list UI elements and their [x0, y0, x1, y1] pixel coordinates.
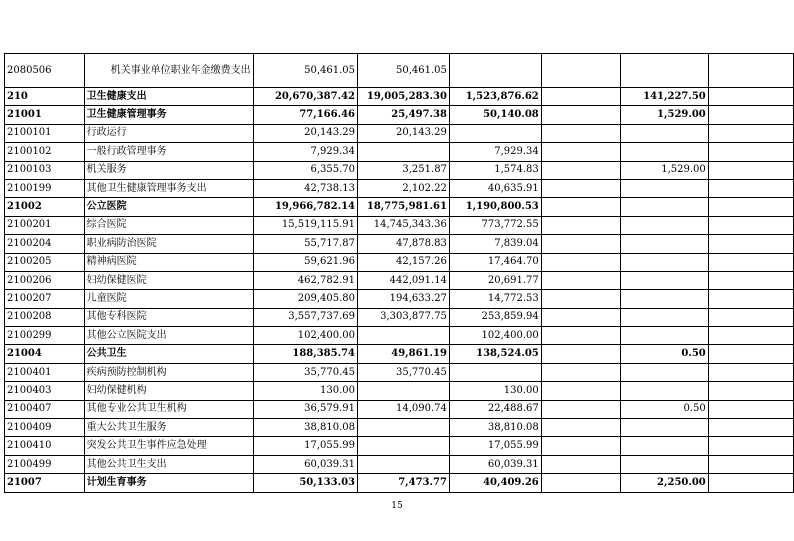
- column-6-cell: [708, 216, 793, 234]
- column-4-cell: [541, 474, 620, 492]
- project-expenditure-cell: 1,523,876.62: [449, 88, 541, 106]
- total-amount-cell: 38,810.08: [254, 419, 358, 437]
- account-name-cell: 儿童医院: [84, 290, 254, 308]
- total-amount-cell: 42,738.13: [254, 179, 358, 197]
- project-expenditure-cell: 17,464.70: [449, 253, 541, 271]
- column-6-cell: [708, 308, 793, 326]
- column-5-cell: [620, 216, 708, 234]
- column-4-cell: [541, 437, 620, 455]
- account-name-cell: 精神病医院: [84, 253, 254, 271]
- basic-expenditure-cell: 14,745,343.36: [358, 216, 450, 234]
- column-5-cell: 0.50: [620, 400, 708, 418]
- basic-expenditure-cell: 18,775,981.61: [358, 198, 450, 216]
- column-4-cell: [541, 179, 620, 197]
- table-row: [5, 308, 794, 326]
- account-name-cell: 公共卫生: [84, 345, 254, 363]
- column-6-cell: [708, 161, 793, 179]
- table-row: [5, 345, 794, 363]
- account-code-cell: 2100409: [5, 419, 85, 437]
- column-5-cell: [620, 455, 708, 473]
- account-code-cell: 2100410: [5, 437, 85, 455]
- basic-expenditure-cell: 2,102.22: [358, 179, 450, 197]
- account-name-cell: 综合医院: [84, 216, 254, 234]
- project-expenditure-cell: 22,488.67: [449, 400, 541, 418]
- table-row: [5, 198, 794, 216]
- table-row: [5, 382, 794, 400]
- column-6-cell: [708, 179, 793, 197]
- table-row: [5, 179, 794, 197]
- total-amount-cell: 36,579.91: [254, 400, 358, 418]
- column-6-cell: [708, 437, 793, 455]
- column-4-cell: [541, 161, 620, 179]
- basic-expenditure-cell: 3,303,877.75: [358, 308, 450, 326]
- total-amount-cell: 209,405.80: [254, 290, 358, 308]
- account-name-cell: 机关事业单位职业年金缴费支出: [84, 54, 254, 88]
- column-6-cell: [708, 253, 793, 271]
- table-row: [5, 143, 794, 161]
- column-4-cell: [541, 216, 620, 234]
- account-name-cell: 其他公立医院支出: [84, 327, 254, 345]
- column-6-cell: [708, 455, 793, 473]
- table-row: [5, 474, 794, 492]
- column-5-cell: 0.50: [620, 345, 708, 363]
- account-code-cell: 21001: [5, 106, 85, 124]
- table-row: [5, 216, 794, 234]
- account-code-cell: 2100206: [5, 271, 85, 289]
- column-5-cell: [620, 179, 708, 197]
- table-row: [5, 290, 794, 308]
- column-6-cell: [708, 235, 793, 253]
- column-4-cell: [541, 419, 620, 437]
- total-amount-cell: 3,557,737.69: [254, 308, 358, 326]
- table-row: [5, 54, 794, 88]
- column-5-cell: [620, 419, 708, 437]
- column-4-cell: [541, 54, 620, 88]
- column-4-cell: [541, 363, 620, 381]
- table-row: [5, 455, 794, 473]
- account-name-cell: 卫生健康管理事务: [84, 106, 254, 124]
- account-code-cell: 2100101: [5, 124, 85, 142]
- basic-expenditure-cell: 25,497.38: [358, 106, 450, 124]
- column-5-cell: [620, 382, 708, 400]
- total-amount-cell: 130.00: [254, 382, 358, 400]
- project-expenditure-cell: 130.00: [449, 382, 541, 400]
- table-row: [5, 88, 794, 106]
- basic-expenditure-cell: 442,091.14: [358, 271, 450, 289]
- account-name-cell: 疾病预防控制机构: [84, 363, 254, 381]
- account-name-cell: 其他专科医院: [84, 308, 254, 326]
- total-amount-cell: 55,717.87: [254, 235, 358, 253]
- project-expenditure-cell: 20,691.77: [449, 271, 541, 289]
- account-code-cell: 2100403: [5, 382, 85, 400]
- account-name-cell: 妇幼保健医院: [84, 271, 254, 289]
- table-row: [5, 271, 794, 289]
- account-name-cell: 行政运行: [84, 124, 254, 142]
- column-6-cell: [708, 474, 793, 492]
- column-4-cell: [541, 290, 620, 308]
- column-4-cell: [541, 271, 620, 289]
- total-amount-cell: 188,385.74: [254, 345, 358, 363]
- project-expenditure-cell: [449, 363, 541, 381]
- column-6-cell: [708, 327, 793, 345]
- column-4-cell: [541, 308, 620, 326]
- account-name-cell: 公立医院: [84, 198, 254, 216]
- account-code-cell: 21004: [5, 345, 85, 363]
- basic-expenditure-cell: [358, 419, 450, 437]
- table-row: [5, 161, 794, 179]
- account-name-cell: 卫生健康支出: [84, 88, 254, 106]
- account-code-cell: 210: [5, 88, 85, 106]
- column-5-cell: [620, 143, 708, 161]
- basic-expenditure-cell: 194,633.27: [358, 290, 450, 308]
- project-expenditure-cell: [449, 54, 541, 88]
- column-4-cell: [541, 124, 620, 142]
- account-code-cell: 2100499: [5, 455, 85, 473]
- column-6-cell: [708, 106, 793, 124]
- column-4-cell: [541, 382, 620, 400]
- column-5-cell: [620, 198, 708, 216]
- account-name-cell: 突发公共卫生事件应急处理: [84, 437, 254, 455]
- column-5-cell: 2,250.00: [620, 474, 708, 492]
- total-amount-cell: 59,621.96: [254, 253, 358, 271]
- table-row: [5, 400, 794, 418]
- account-name-cell: 其他专业公共卫生机构: [84, 400, 254, 418]
- total-amount-cell: 19,966,782.14: [254, 198, 358, 216]
- table-row: [5, 419, 794, 437]
- column-4-cell: [541, 143, 620, 161]
- total-amount-cell: 77,166.46: [254, 106, 358, 124]
- account-code-cell: 2100407: [5, 400, 85, 418]
- project-expenditure-cell: 38,810.08: [449, 419, 541, 437]
- project-expenditure-cell: 60,039.31: [449, 455, 541, 473]
- basic-expenditure-cell: [358, 143, 450, 161]
- page-number: 15: [391, 501, 403, 511]
- table-row: [5, 437, 794, 455]
- table-body: [5, 54, 794, 493]
- basic-expenditure-cell: 14,090.74: [358, 400, 450, 418]
- project-expenditure-cell: 40,635.91: [449, 179, 541, 197]
- account-code-cell: 2100401: [5, 363, 85, 381]
- total-amount-cell: 6,355.70: [254, 161, 358, 179]
- project-expenditure-cell: 7,929.34: [449, 143, 541, 161]
- column-5-cell: [620, 363, 708, 381]
- account-code-cell: 2100103: [5, 161, 85, 179]
- account-name-cell: 计划生育事务: [84, 474, 254, 492]
- column-6-cell: [708, 124, 793, 142]
- table-row: [5, 363, 794, 381]
- table-row: [5, 235, 794, 253]
- project-expenditure-cell: 253,859.94: [449, 308, 541, 326]
- column-4-cell: [541, 235, 620, 253]
- project-expenditure-cell: 102,400.00: [449, 327, 541, 345]
- total-amount-cell: 60,039.31: [254, 455, 358, 473]
- column-5-cell: [620, 271, 708, 289]
- account-code-cell: 2100102: [5, 143, 85, 161]
- column-6-cell: [708, 198, 793, 216]
- basic-expenditure-cell: 7,473.77: [358, 474, 450, 492]
- column-6-cell: [708, 363, 793, 381]
- account-code-cell: 2100205: [5, 253, 85, 271]
- total-amount-cell: 20,143.29: [254, 124, 358, 142]
- column-6-cell: [708, 88, 793, 106]
- account-code-cell: 2100207: [5, 290, 85, 308]
- account-name-cell: 机关服务: [84, 161, 254, 179]
- column-6-cell: [708, 54, 793, 88]
- column-6-cell: [708, 290, 793, 308]
- project-expenditure-cell: 1,574.83: [449, 161, 541, 179]
- column-4-cell: [541, 455, 620, 473]
- column-4-cell: [541, 345, 620, 363]
- basic-expenditure-cell: [358, 382, 450, 400]
- column-5-cell: [620, 308, 708, 326]
- column-6-cell: [708, 143, 793, 161]
- column-5-cell: [620, 327, 708, 345]
- column-4-cell: [541, 198, 620, 216]
- column-6-cell: [708, 382, 793, 400]
- account-code-cell: 2100299: [5, 327, 85, 345]
- basic-expenditure-cell: [358, 455, 450, 473]
- account-code-cell: 2100201: [5, 216, 85, 234]
- total-amount-cell: 15,519,115.91: [254, 216, 358, 234]
- column-6-cell: [708, 271, 793, 289]
- column-5-cell: [620, 235, 708, 253]
- account-code-cell: 2100204: [5, 235, 85, 253]
- account-name-cell: 重大公共卫生服务: [84, 419, 254, 437]
- table-row: [5, 253, 794, 271]
- basic-expenditure-cell: [358, 437, 450, 455]
- basic-expenditure-cell: 35,770.45: [358, 363, 450, 381]
- total-amount-cell: 50,461.05: [254, 54, 358, 88]
- account-code-cell: 2100199: [5, 179, 85, 197]
- column-4-cell: [541, 327, 620, 345]
- total-amount-cell: 102,400.00: [254, 327, 358, 345]
- basic-expenditure-cell: [358, 327, 450, 345]
- project-expenditure-cell: 1,190,800.53: [449, 198, 541, 216]
- column-5-cell: 1,529.00: [620, 161, 708, 179]
- table-row: [5, 124, 794, 142]
- total-amount-cell: 17,055.99: [254, 437, 358, 455]
- table-row: [5, 327, 794, 345]
- column-6-cell: [708, 419, 793, 437]
- column-4-cell: [541, 88, 620, 106]
- column-6-cell: [708, 345, 793, 363]
- expenditure-table: [4, 53, 794, 493]
- basic-expenditure-cell: 20,143.29: [358, 124, 450, 142]
- project-expenditure-cell: 138,524.05: [449, 345, 541, 363]
- total-amount-cell: 7,929.34: [254, 143, 358, 161]
- project-expenditure-cell: 50,140.08: [449, 106, 541, 124]
- account-code-cell: 21007: [5, 474, 85, 492]
- account-code-cell: 21002: [5, 198, 85, 216]
- column-5-cell: [620, 290, 708, 308]
- column-4-cell: [541, 253, 620, 271]
- account-name-cell: 妇幼保健机构: [84, 382, 254, 400]
- column-5-cell: 1,529.00: [620, 106, 708, 124]
- project-expenditure-cell: 17,055.99: [449, 437, 541, 455]
- account-name-cell: 其他公共卫生支出: [84, 455, 254, 473]
- project-expenditure-cell: 40,409.26: [449, 474, 541, 492]
- column-4-cell: [541, 106, 620, 124]
- basic-expenditure-cell: 47,878.83: [358, 235, 450, 253]
- column-6-cell: [708, 400, 793, 418]
- total-amount-cell: 462,782.91: [254, 271, 358, 289]
- account-code-cell: 2080506: [5, 54, 85, 88]
- project-expenditure-cell: 773,772.55: [449, 216, 541, 234]
- basic-expenditure-cell: 19,005,283.30: [358, 88, 450, 106]
- column-5-cell: [620, 253, 708, 271]
- account-code-cell: 2100208: [5, 308, 85, 326]
- account-name-cell: 职业病防治医院: [84, 235, 254, 253]
- basic-expenditure-cell: 49,861.19: [358, 345, 450, 363]
- basic-expenditure-cell: 3,251.87: [358, 161, 450, 179]
- column-5-cell: 141,227.50: [620, 88, 708, 106]
- basic-expenditure-cell: 42,157.26: [358, 253, 450, 271]
- total-amount-cell: 35,770.45: [254, 363, 358, 381]
- account-name-cell: 其他卫生健康管理事务支出: [84, 179, 254, 197]
- project-expenditure-cell: [449, 124, 541, 142]
- account-name-cell: 一般行政管理事务: [84, 143, 254, 161]
- project-expenditure-cell: 7,839.04: [449, 235, 541, 253]
- table-row: [5, 106, 794, 124]
- column-4-cell: [541, 400, 620, 418]
- column-5-cell: [620, 124, 708, 142]
- basic-expenditure-cell: 50,461.05: [358, 54, 450, 88]
- total-amount-cell: 50,133.03: [254, 474, 358, 492]
- column-5-cell: [620, 54, 708, 88]
- project-expenditure-cell: 14,772.53: [449, 290, 541, 308]
- total-amount-cell: 20,670,387.42: [254, 88, 358, 106]
- column-5-cell: [620, 437, 708, 455]
